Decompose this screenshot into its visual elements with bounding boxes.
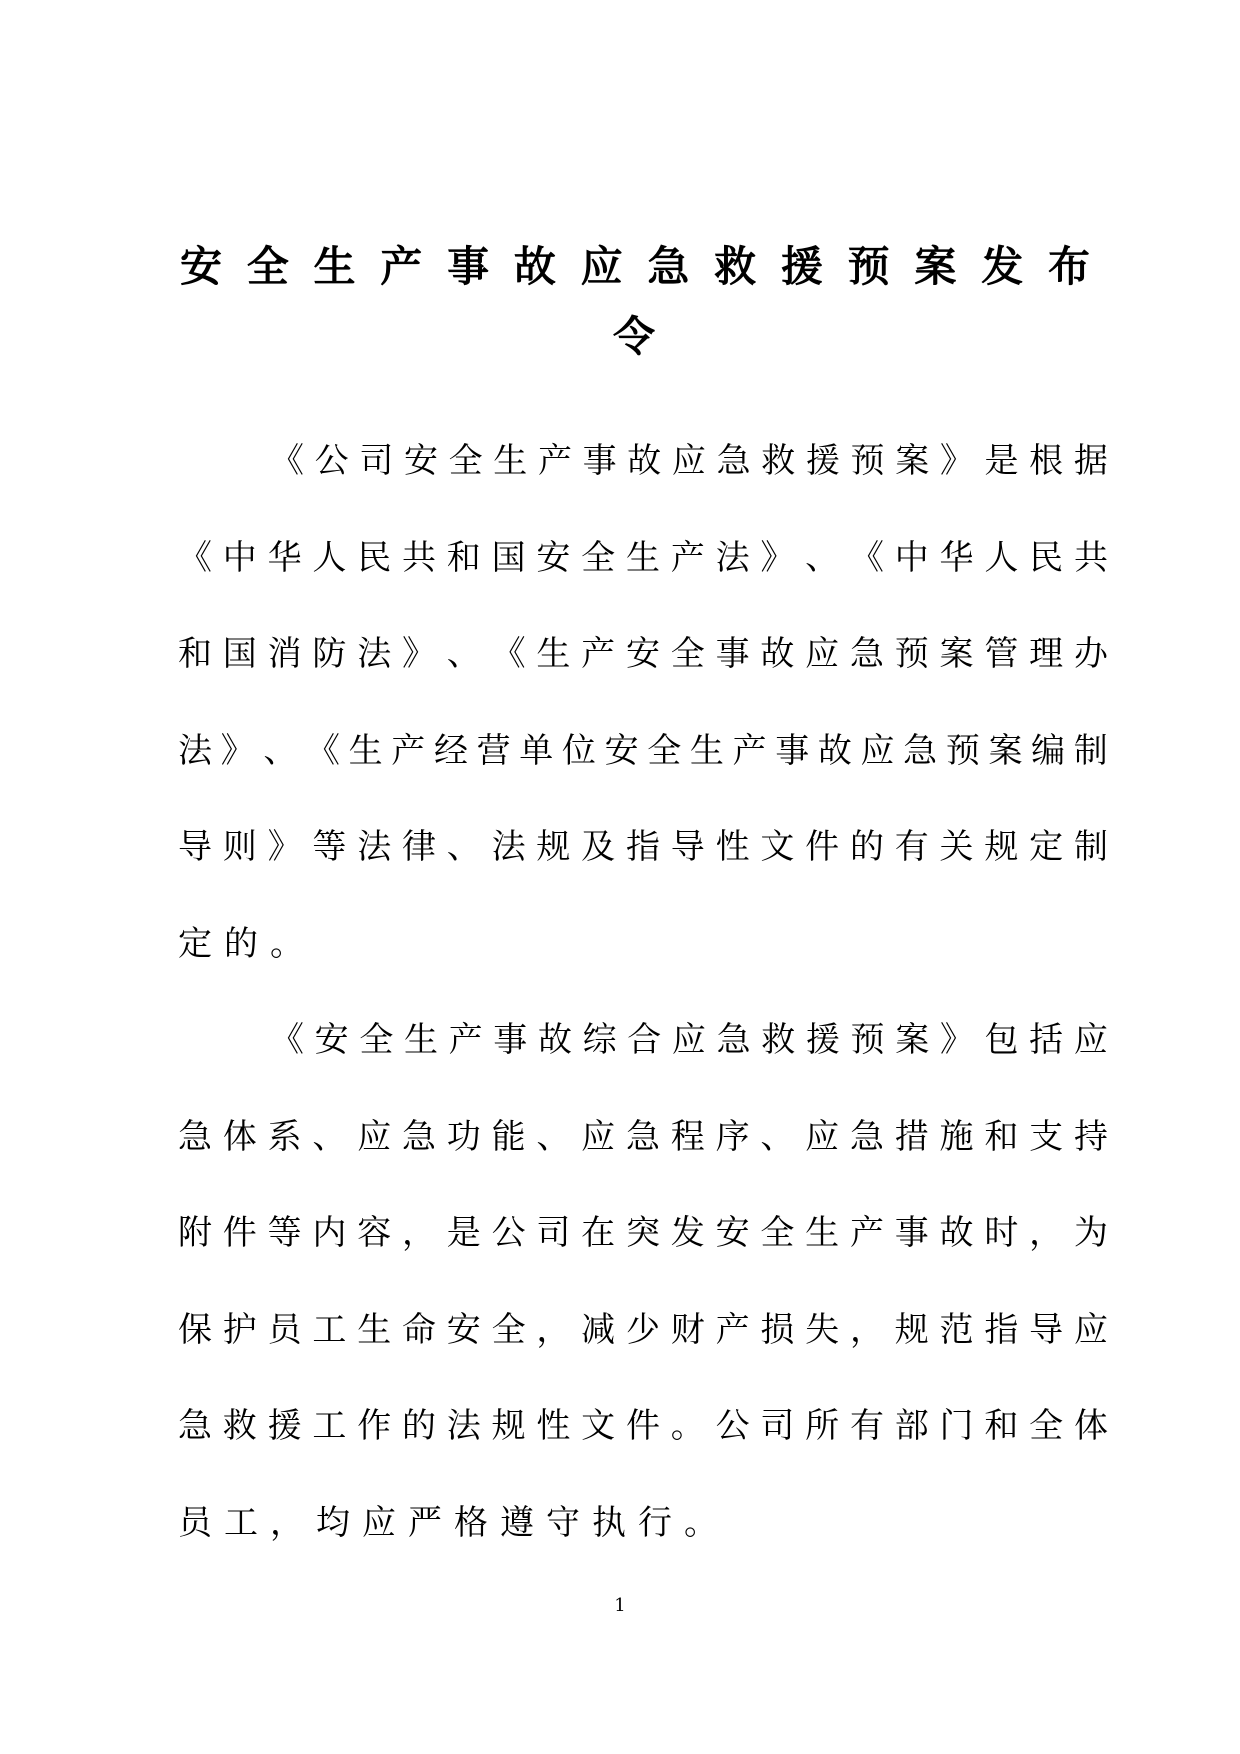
char-9: 执 bbox=[592, 1502, 626, 1543]
char-18: 据 bbox=[1073, 441, 1108, 481]
paragraph-2-line-6 bbox=[178, 1495, 1108, 1592]
char-18: 时 bbox=[984, 1213, 1019, 1253]
char-12: 事 bbox=[715, 634, 750, 674]
char-14: 案 bbox=[895, 441, 930, 481]
char-8: 性 bbox=[536, 1406, 571, 1446]
char-12: 援 bbox=[805, 1020, 840, 1060]
char-1: 安 bbox=[314, 1020, 349, 1060]
char-14: 应 bbox=[805, 634, 840, 674]
char-5: 产 bbox=[391, 730, 426, 771]
char-14: 案 bbox=[895, 1020, 930, 1060]
char-1: 件 bbox=[222, 1213, 257, 1253]
char-15: ， bbox=[849, 1309, 884, 1350]
char-0: 导 bbox=[178, 827, 212, 867]
char-14: 应 bbox=[805, 1116, 840, 1157]
char-16: 应 bbox=[860, 730, 895, 771]
char-13: 预 bbox=[850, 441, 885, 481]
char-17: 案 bbox=[939, 634, 974, 674]
title-char-1: 全 bbox=[246, 242, 289, 291]
char-0: 保 bbox=[178, 1309, 212, 1350]
char-4: 民 bbox=[357, 537, 392, 578]
char-1: 国 bbox=[222, 634, 257, 674]
char-20: 制 bbox=[1073, 827, 1108, 867]
paragraph-2-line-3 bbox=[178, 1205, 1108, 1302]
char-7: 法 bbox=[491, 827, 526, 867]
title-char-2: 生 bbox=[313, 242, 356, 291]
char-6: 、 bbox=[446, 634, 481, 674]
char-13: 文 bbox=[760, 827, 795, 867]
paragraph-1-line-1 bbox=[178, 433, 1108, 530]
char-6: 经 bbox=[433, 730, 468, 771]
char-8: 司 bbox=[536, 1213, 571, 1253]
char-7: 规 bbox=[491, 1406, 526, 1446]
char-19: 导 bbox=[1029, 1309, 1064, 1350]
title-char-5: 故 bbox=[513, 242, 556, 291]
char-13: 损 bbox=[760, 1309, 795, 1350]
char-19: 理 bbox=[1029, 634, 1064, 674]
char-19: 支 bbox=[1029, 1116, 1064, 1157]
char-3: 内 bbox=[312, 1213, 347, 1253]
char-8: 合 bbox=[627, 1020, 662, 1060]
char-7: 全 bbox=[491, 1309, 526, 1350]
char-11: 发 bbox=[670, 1213, 705, 1253]
char-0: 急 bbox=[178, 1116, 212, 1157]
paragraph-1-line-3 bbox=[178, 626, 1108, 723]
char-6: 产 bbox=[537, 441, 572, 481]
char-5: 律 bbox=[401, 827, 436, 867]
char-4: 生 bbox=[348, 730, 383, 771]
char-3: 等 bbox=[312, 827, 347, 867]
char-18: 规 bbox=[984, 827, 1019, 867]
char-9: 应 bbox=[671, 441, 706, 481]
char-2: 援 bbox=[267, 1406, 302, 1446]
char-5: 生 bbox=[493, 441, 528, 481]
page-number: 1 bbox=[614, 1595, 626, 1616]
char-8: 规 bbox=[536, 827, 571, 867]
char-16: 是 bbox=[984, 441, 1019, 481]
char-6: 功 bbox=[446, 1116, 481, 1157]
char-5: 》 bbox=[401, 634, 436, 674]
char-2: 员 bbox=[267, 1309, 302, 1350]
char-7: 事 bbox=[582, 441, 617, 481]
char-19: 民 bbox=[1029, 537, 1064, 578]
char-2: 、 bbox=[263, 730, 298, 771]
char-11: 财 bbox=[670, 1309, 705, 1350]
char-13: 、 bbox=[760, 1116, 795, 1157]
char-13: 预 bbox=[850, 1020, 885, 1060]
char-0: 和 bbox=[178, 634, 212, 674]
char-0: 《 bbox=[270, 1020, 304, 1060]
char-0: 急 bbox=[178, 1406, 212, 1446]
char-20: 为 bbox=[1073, 1213, 1108, 1253]
paragraph-1-line-2 bbox=[178, 530, 1108, 627]
title-char-12: 发 bbox=[981, 242, 1024, 291]
char-0: 法 bbox=[178, 730, 212, 771]
char-11: 救 bbox=[761, 441, 796, 481]
char-2: 系 bbox=[267, 1116, 302, 1157]
char-7: 能 bbox=[491, 1116, 526, 1157]
char-12: 法 bbox=[715, 537, 750, 578]
char-18: 指 bbox=[984, 1309, 1019, 1350]
char-17: 门 bbox=[939, 1406, 974, 1446]
char-15: 急 bbox=[849, 634, 884, 674]
char-9: 减 bbox=[581, 1309, 616, 1350]
char-16: 预 bbox=[894, 634, 929, 674]
char-10: 行 bbox=[638, 1502, 672, 1543]
char-21: 制 bbox=[1073, 730, 1108, 771]
char-7: 综 bbox=[582, 1020, 617, 1060]
char-0: 《 bbox=[178, 537, 212, 578]
char-11: 救 bbox=[761, 1020, 796, 1060]
char-0: 定 bbox=[178, 923, 212, 964]
char-1: 》 bbox=[220, 730, 255, 771]
char-2: 。 bbox=[270, 923, 304, 964]
title-char-3: 产 bbox=[380, 242, 423, 291]
char-16: 规 bbox=[894, 1309, 929, 1350]
char-3: 防 bbox=[312, 634, 347, 674]
char-11: 。 bbox=[670, 1406, 705, 1446]
char-13: 产 bbox=[732, 730, 767, 771]
char-18: 应 bbox=[1073, 1020, 1108, 1060]
char-11: 全 bbox=[647, 730, 682, 771]
char-16: 中 bbox=[894, 537, 929, 578]
char-3: 生 bbox=[403, 1020, 438, 1060]
char-8: 故 bbox=[627, 441, 662, 481]
char-8: ， bbox=[536, 1309, 571, 1350]
char-9: 全 bbox=[581, 537, 616, 578]
char-17: 根 bbox=[1029, 441, 1064, 481]
char-14: 生 bbox=[805, 1213, 840, 1253]
char-5: 事 bbox=[493, 1020, 528, 1060]
char-18: 管 bbox=[984, 634, 1019, 674]
char-4: 产 bbox=[448, 1020, 483, 1060]
char-3: 均 bbox=[316, 1502, 350, 1543]
char-6: 是 bbox=[446, 1213, 481, 1253]
char-11: 全 bbox=[670, 634, 705, 674]
char-2: 司 bbox=[359, 441, 394, 481]
char-6: 格 bbox=[454, 1502, 488, 1543]
char-13: 司 bbox=[760, 1406, 795, 1446]
document-body bbox=[178, 433, 1108, 1591]
title-char-7: 急 bbox=[647, 242, 690, 291]
char-8: 单 bbox=[519, 730, 554, 771]
char-12: 援 bbox=[805, 441, 840, 481]
char-10: 件 bbox=[625, 1406, 660, 1446]
char-5: 急 bbox=[401, 1116, 436, 1157]
char-15: 《 bbox=[849, 537, 884, 578]
char-18: 预 bbox=[945, 730, 980, 771]
char-4: 全 bbox=[448, 441, 483, 481]
char-17: 故 bbox=[939, 1213, 974, 1253]
char-14: 件 bbox=[805, 827, 840, 867]
char-12: 公 bbox=[715, 1406, 750, 1446]
char-10: 生 bbox=[625, 537, 660, 578]
char-15: 急 bbox=[849, 1116, 884, 1157]
char-14: 、 bbox=[805, 537, 840, 578]
char-1: 体 bbox=[222, 1116, 257, 1157]
char-7: 国 bbox=[491, 537, 526, 578]
title-line-2: 令 bbox=[612, 312, 655, 361]
char-3: 安 bbox=[403, 441, 438, 481]
title-char-8: 救 bbox=[714, 242, 757, 291]
paragraph-1-line-6 bbox=[178, 916, 1108, 1013]
char-19: 案 bbox=[988, 730, 1023, 771]
char-18: 人 bbox=[984, 537, 1019, 578]
char-4: 容 bbox=[357, 1213, 392, 1253]
title-char-13: 布 bbox=[1047, 242, 1090, 291]
char-1: 的 bbox=[224, 923, 258, 964]
title-char-9: 援 bbox=[780, 242, 823, 291]
char-2: 消 bbox=[267, 634, 302, 674]
char-6: 安 bbox=[446, 1309, 481, 1350]
char-1: 救 bbox=[222, 1406, 257, 1446]
char-8: 、 bbox=[536, 1116, 571, 1157]
char-2: 等 bbox=[267, 1213, 302, 1253]
document-title bbox=[180, 232, 1090, 372]
char-0: 《 bbox=[270, 441, 304, 481]
char-11: 产 bbox=[670, 537, 705, 578]
char-9: 位 bbox=[561, 730, 596, 771]
char-5: 命 bbox=[401, 1309, 436, 1350]
char-17: 范 bbox=[939, 1309, 974, 1350]
char-14: 失 bbox=[805, 1309, 840, 1350]
char-1: 护 bbox=[222, 1309, 257, 1350]
char-17: 施 bbox=[939, 1116, 974, 1157]
char-9: 产 bbox=[581, 634, 616, 674]
char-0: 附 bbox=[178, 1213, 212, 1253]
paragraph-2-line-2 bbox=[178, 1109, 1108, 1206]
char-3: 《 bbox=[305, 730, 340, 771]
char-20: 体 bbox=[1073, 1406, 1108, 1446]
char-15: 》 bbox=[939, 441, 974, 481]
char-10: 指 bbox=[625, 827, 660, 867]
char-10: 急 bbox=[625, 1116, 660, 1157]
char-16: 部 bbox=[894, 1406, 929, 1446]
char-7: 遵 bbox=[500, 1502, 534, 1543]
char-5: 的 bbox=[401, 1406, 436, 1446]
char-10: 少 bbox=[625, 1309, 660, 1350]
char-15: 产 bbox=[849, 1213, 884, 1253]
char-11: 。 bbox=[684, 1502, 718, 1543]
char-9: 应 bbox=[671, 1020, 706, 1060]
char-12: 安 bbox=[715, 1213, 750, 1253]
char-18: 和 bbox=[984, 1406, 1019, 1446]
char-9: 在 bbox=[581, 1213, 616, 1253]
title-char-4: 事 bbox=[447, 242, 490, 291]
title-char-11: 案 bbox=[914, 242, 957, 291]
char-2: 全 bbox=[359, 1020, 394, 1060]
char-16: 包 bbox=[984, 1020, 1019, 1060]
char-1: 公 bbox=[314, 441, 349, 481]
char-15: 有 bbox=[849, 1406, 884, 1446]
title-line-1 bbox=[180, 232, 1090, 302]
char-3: 工 bbox=[312, 1406, 347, 1446]
char-3: 、 bbox=[312, 1116, 347, 1157]
char-0: 员 bbox=[178, 1502, 212, 1543]
char-1: 则 bbox=[222, 827, 257, 867]
char-20: 应 bbox=[1073, 1309, 1108, 1350]
char-17: 关 bbox=[939, 827, 974, 867]
char-20: 编 bbox=[1031, 730, 1066, 771]
char-9: 文 bbox=[581, 1406, 616, 1446]
char-5: 共 bbox=[401, 537, 436, 578]
char-7: 营 bbox=[476, 730, 511, 771]
char-3: 工 bbox=[312, 1309, 347, 1350]
char-14: 事 bbox=[775, 730, 810, 771]
char-1: 中 bbox=[222, 537, 257, 578]
char-10: 安 bbox=[604, 730, 639, 771]
char-11: 导 bbox=[670, 827, 705, 867]
char-13: 》 bbox=[760, 537, 795, 578]
char-12: 性 bbox=[715, 827, 750, 867]
title-char-0: 安 bbox=[180, 242, 223, 291]
char-20: 共 bbox=[1073, 537, 1108, 578]
char-2: ， bbox=[270, 1502, 304, 1543]
paragraph-2-line-4 bbox=[178, 1302, 1108, 1399]
char-4: 作 bbox=[357, 1406, 392, 1446]
char-16: 有 bbox=[894, 827, 929, 867]
char-1: 工 bbox=[224, 1502, 258, 1543]
char-15: 故 bbox=[817, 730, 852, 771]
paragraph-2-line-1 bbox=[178, 1012, 1108, 1109]
char-7: 公 bbox=[491, 1213, 526, 1253]
char-4: 法 bbox=[357, 634, 392, 674]
char-7: 《 bbox=[491, 634, 526, 674]
char-9: 及 bbox=[581, 827, 616, 867]
paragraph-1-line-4 bbox=[178, 723, 1108, 820]
char-10: 突 bbox=[625, 1213, 660, 1253]
char-19: ， bbox=[1029, 1213, 1064, 1253]
char-15: 》 bbox=[939, 1020, 974, 1060]
char-2: 》 bbox=[267, 827, 302, 867]
char-12: 产 bbox=[715, 1309, 750, 1350]
char-6: 和 bbox=[446, 537, 481, 578]
char-3: 人 bbox=[312, 537, 347, 578]
char-6: 、 bbox=[446, 827, 481, 867]
char-2: 华 bbox=[267, 537, 302, 578]
char-10: 安 bbox=[625, 634, 660, 674]
paragraph-2-line-5 bbox=[178, 1398, 1108, 1495]
char-15: 的 bbox=[849, 827, 884, 867]
char-5: 严 bbox=[408, 1502, 442, 1543]
char-13: 故 bbox=[760, 634, 795, 674]
char-8: 守 bbox=[546, 1502, 580, 1543]
char-6: 法 bbox=[446, 1406, 481, 1446]
char-4: 应 bbox=[362, 1502, 396, 1543]
char-19: 定 bbox=[1029, 827, 1064, 867]
char-20: 持 bbox=[1073, 1116, 1108, 1157]
char-8: 生 bbox=[536, 634, 571, 674]
paragraph-1-line-5 bbox=[178, 819, 1108, 916]
char-4: 应 bbox=[357, 1116, 392, 1157]
char-10: 急 bbox=[716, 441, 751, 481]
char-4: 生 bbox=[357, 1309, 392, 1350]
char-12: 生 bbox=[689, 730, 724, 771]
char-4: 法 bbox=[357, 827, 392, 867]
char-20: 办 bbox=[1073, 634, 1108, 674]
title-char-10: 预 bbox=[847, 242, 890, 291]
char-10: 急 bbox=[716, 1020, 751, 1060]
title-char-6: 应 bbox=[580, 242, 623, 291]
char-19: 全 bbox=[1029, 1406, 1064, 1446]
char-17: 括 bbox=[1029, 1020, 1064, 1060]
char-14: 所 bbox=[805, 1406, 840, 1446]
char-17: 华 bbox=[939, 537, 974, 578]
char-18: 和 bbox=[984, 1116, 1019, 1157]
char-9: 应 bbox=[581, 1116, 616, 1157]
char-16: 事 bbox=[894, 1213, 929, 1253]
char-8: 安 bbox=[536, 537, 571, 578]
char-12: 序 bbox=[715, 1116, 750, 1157]
char-6: 故 bbox=[537, 1020, 572, 1060]
char-13: 全 bbox=[760, 1213, 795, 1253]
char-11: 程 bbox=[670, 1116, 705, 1157]
char-5: ， bbox=[401, 1213, 436, 1253]
char-16: 措 bbox=[894, 1116, 929, 1157]
char-17: 急 bbox=[903, 730, 938, 771]
